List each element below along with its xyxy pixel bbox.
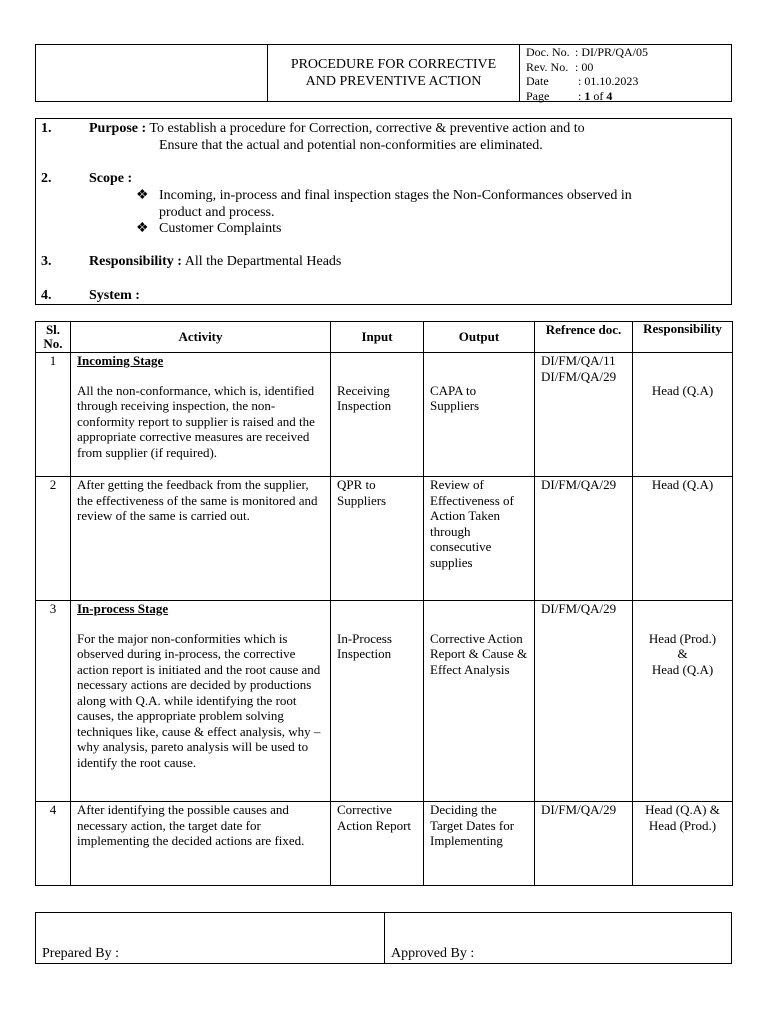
row-activity	[71, 353, 331, 477]
responsibility-text: Head (Prod.)	[648, 630, 717, 646]
logo-area	[36, 45, 268, 101]
stage-heading: Incoming Stage	[77, 353, 164, 368]
date-row	[526, 74, 731, 89]
purpose-label: Purpose :	[89, 121, 147, 136]
scope-item-1-text: Incoming, in-process and final inspection stages the Non-Conformances observed in	[159, 188, 632, 203]
stage-heading: In-process Stage	[77, 601, 169, 616]
responsibility-number: 3.	[41, 254, 52, 269]
page-number: 1	[584, 88, 591, 103]
row-activity	[71, 601, 331, 802]
signature-footer	[35, 912, 732, 964]
input-text: Receiving Inspection	[337, 382, 392, 413]
row-sl-no: 3	[36, 601, 71, 802]
responsibility-and: &	[677, 646, 688, 661]
prepared-by-cell	[36, 913, 385, 963]
capa-activity-table	[35, 321, 733, 886]
page-value	[578, 89, 612, 104]
row-sl-no: 1	[36, 353, 71, 477]
activity-text: All the non-conformance, which is, identified through receiving inspection, the non-conformity report to supplier is raised and the appropriate corrective measures are received from supplier (if required).	[77, 382, 315, 460]
document-meta	[520, 45, 731, 101]
page-total: 4	[606, 88, 613, 103]
scope-label: Scope :	[89, 171, 133, 186]
row-sl-no: 2	[36, 477, 71, 601]
rev-no-row	[526, 60, 731, 75]
row-input	[331, 601, 424, 802]
output-text: Corrective Action Report & Cause & Effect Analysis	[430, 630, 528, 677]
table-row	[36, 802, 733, 886]
scope-item-2-text: Customer Complaints	[159, 221, 282, 236]
scope-item-1-text-cont: product and process.	[159, 205, 275, 220]
system-label: System :	[89, 288, 140, 303]
approved-by-label: Approved By :	[391, 946, 475, 961]
rev-no-value: : 00	[575, 59, 594, 74]
page-label: Page	[526, 88, 550, 103]
input-text: In-Process Inspection	[337, 630, 392, 661]
row-reference: DI/FM/QA/29	[535, 601, 633, 802]
purpose-text-1: To establish a procedure for Correction, corrective & preventive action and to	[149, 121, 585, 136]
row-output: Review of Effectiveness of Action Taken through consecutive supplies	[424, 477, 535, 601]
row-output: Deciding the Target Dates for Implementing	[424, 802, 535, 886]
column-header-sl-no: Sl. No.	[36, 322, 71, 353]
row-responsibility: Head (Q.A) & Head (Prod.)	[633, 802, 733, 886]
table-row	[36, 353, 733, 477]
responsibility-label: Responsibility :	[89, 254, 182, 269]
doc-no-row	[526, 45, 731, 60]
responsibility-text: All the Departmental Heads	[184, 254, 342, 269]
system-number: 4.	[41, 288, 52, 303]
row-reference: DI/FM/QA/29	[535, 802, 633, 886]
table-row	[36, 601, 733, 802]
column-header-output: Output	[424, 322, 535, 353]
document-header	[35, 44, 732, 102]
row-responsibility	[633, 353, 733, 477]
responsibility-text: Head (Q.A)	[651, 382, 714, 398]
row-reference: DI/FM/QA/11 DI/FM/QA/29	[535, 353, 633, 477]
procedure-sections	[35, 118, 732, 305]
row-sl-no: 4	[36, 802, 71, 886]
date-label: Date	[526, 74, 549, 88]
column-header-activity: Activity	[71, 322, 331, 353]
page-of: of	[590, 88, 607, 103]
responsibility-text: Head (Q.A)	[651, 661, 714, 677]
doc-no-value: : DI/PR/QA/05	[575, 45, 649, 59]
table-header-row	[36, 322, 733, 353]
row-responsibility: Head (Q.A)	[633, 477, 733, 601]
approved-by-cell	[385, 913, 731, 963]
prepared-by-label: Prepared By :	[42, 946, 119, 961]
document-title	[268, 45, 520, 101]
document-title-text: PROCEDURE FOR CORRECTIVE AND PREVENTIVE ACTION	[290, 57, 497, 89]
column-header-reference-doc: Refrence doc.	[535, 322, 633, 353]
purpose-text-2: Ensure that the actual and potential non-conformities are eliminated.	[159, 138, 543, 153]
doc-no-label: Doc. No.	[526, 45, 570, 59]
column-header-input: Input	[331, 322, 424, 353]
row-input: QPR to Suppliers	[331, 477, 424, 601]
output-text: CAPA to Suppliers	[430, 382, 480, 413]
date-value: : 01.10.2023	[578, 74, 639, 88]
diamond-bullet-icon: ❖	[136, 188, 149, 203]
row-activity: After getting the feedback from the supplier, the effectiveness of the same is monitored and review of the same is carried out.	[71, 477, 331, 601]
row-input: Corrective Action Report	[331, 802, 424, 886]
table-row	[36, 477, 733, 601]
page-prefix: :	[578, 88, 585, 103]
scope-number: 2.	[41, 171, 52, 186]
row-responsibility	[633, 601, 733, 802]
purpose-number: 1.	[41, 121, 52, 136]
row-output	[424, 601, 535, 802]
row-reference: DI/FM/QA/29	[535, 477, 633, 601]
row-output	[424, 353, 535, 477]
activity-text: For the major non-conformities which is observed during in-process, the corrective action report is initiated and the root cause and necessary actions are decided by productions along with Q.A. while identifying the root causes, the appropriate problem solving techniques like, cause & effect analysis, why – why analysis, pareto analysis will be used to identify the root cause.	[77, 630, 321, 770]
column-header-responsibility: Responsibility	[633, 322, 733, 353]
page-row	[526, 89, 731, 104]
row-input	[331, 353, 424, 477]
rev-no-label: Rev. No.	[526, 59, 569, 74]
diamond-bullet-icon: ❖	[136, 221, 149, 236]
row-activity: After identifying the possible causes and necessary action, the target date for implementing the decided actions are fixed.	[71, 802, 331, 886]
